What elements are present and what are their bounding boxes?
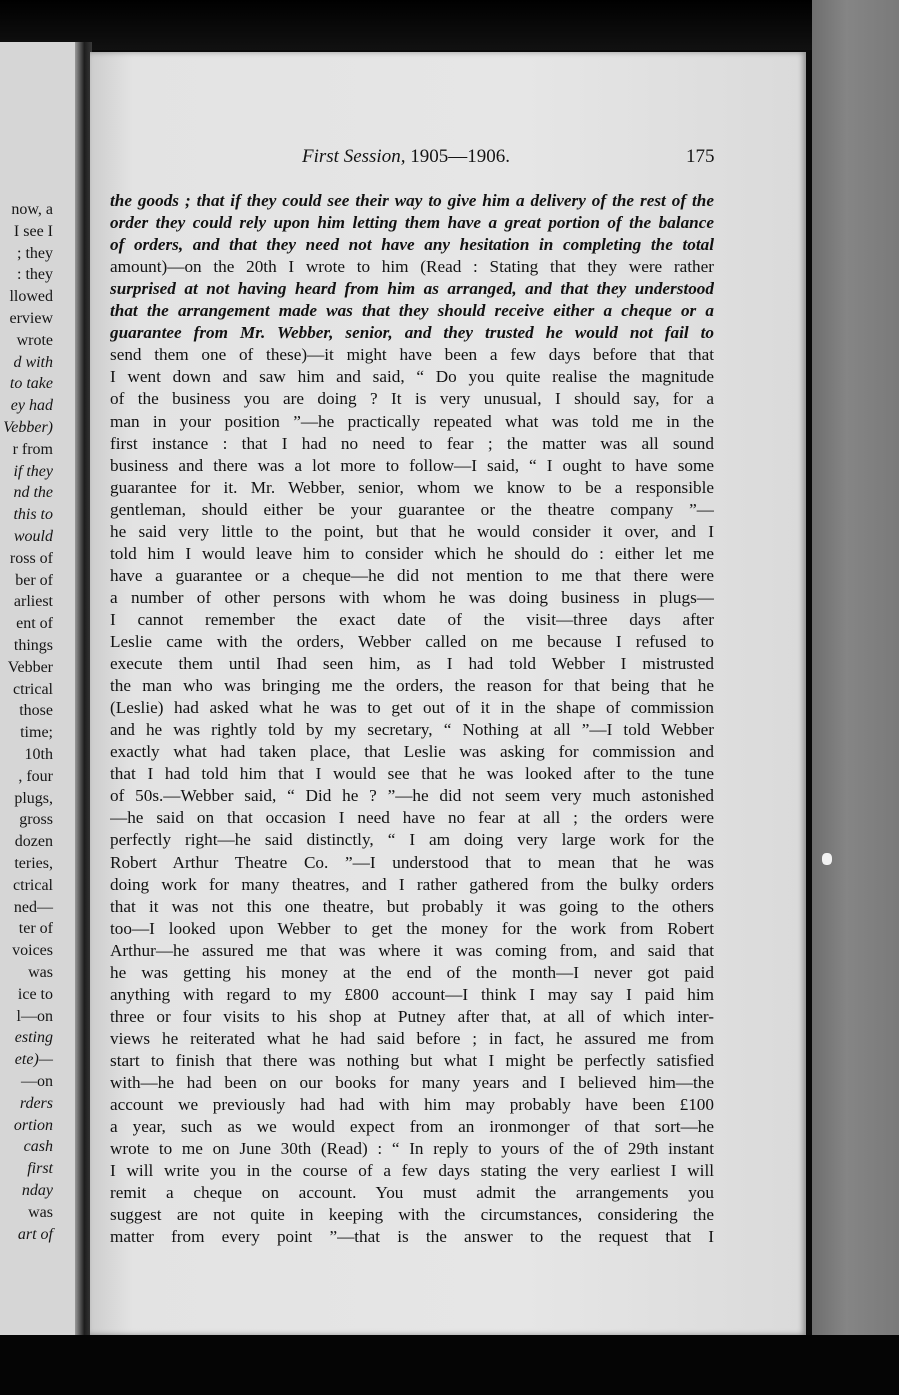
text-line: and he was rightly told by my secretary, “ Nothing at all ”—I told Webber	[110, 720, 714, 740]
left-page-line: to take	[9, 375, 53, 393]
left-page-line: ent of	[16, 615, 53, 633]
text-line: Robert Arthur Theatre Co. ”—I understood that to mean that he was	[110, 852, 714, 872]
left-page-line: , four	[18, 767, 53, 785]
left-page-line: ctrical	[13, 876, 53, 894]
left-page-line: l—on	[16, 1007, 53, 1025]
text-line: that it was not this one theatre, but probably it was going to the others	[110, 896, 714, 916]
left-page-line: those	[19, 702, 53, 720]
right-margin-background	[812, 0, 899, 1395]
left-page-line: erview	[9, 310, 53, 327]
left-page-line: wrote	[16, 331, 53, 349]
left-page-line: ctrical	[13, 680, 53, 698]
left-page-line: ter of	[18, 920, 53, 938]
text-line: of 50s.—Webber said, “ Did he ? ”—he did not seem very much astonished	[110, 786, 714, 806]
left-page-line: dozen	[14, 833, 53, 851]
text-line: the man who was bringing me the orders, the reason for that being that he	[110, 676, 714, 696]
text-line: that the arrangement made was that they should receive either a cheque or a	[110, 301, 714, 321]
text-line: doing work for many theatres, and I rather gathered from the bulky orders	[110, 874, 714, 894]
left-page-line: esting	[14, 1029, 53, 1047]
text-line: first instance : that I had no need to fear ; the matter was all sound	[110, 433, 714, 453]
top-shadow	[0, 0, 899, 50]
header-session: First Session,	[302, 146, 406, 167]
running-header	[90, 146, 806, 176]
left-page-line: if they	[13, 462, 53, 480]
text-line: order they could rely upon him letting them have a great portion of the balance	[110, 213, 714, 233]
text-line: Arthur—he assured me that was where it was coming from, and said that	[110, 940, 714, 960]
text-line: wrote to me on June 30th (Read) : “ In reply to yours of the of 29th instant	[110, 1139, 714, 1159]
text-line: a year, such as we would expect from an ironmonger of that sort—he	[110, 1117, 714, 1137]
left-page-line: ete)—	[14, 1051, 53, 1069]
text-line: exactly what had taken place, that Leslie was asking for commission and	[110, 742, 714, 762]
left-page-line: ey had	[10, 397, 53, 415]
left-page-line: rders	[19, 1094, 53, 1112]
text-line: he was getting his money at the end of the month—I never got paid	[110, 962, 714, 982]
left-page-line: now, a	[11, 201, 53, 218]
left-page-fragment	[0, 42, 75, 1335]
text-line: Leslie came with the orders, Webber called on me because I refused to	[110, 632, 714, 651]
left-page-line: nday	[21, 1182, 53, 1199]
left-page-line: nd the	[13, 484, 53, 502]
text-line: account we previously had had with him may probably have been £100	[110, 1095, 714, 1115]
text-line: told him I would leave him to consider which he should do : either let me	[110, 543, 714, 563]
left-page-line: teries,	[14, 855, 53, 872]
scan-speck	[822, 853, 832, 865]
left-page-line: —on	[21, 1073, 53, 1090]
text-line: guarantee for it. Mr. Webber, senior, whom we know to be a responsible	[110, 477, 714, 497]
left-page-line: ; they	[17, 244, 53, 262]
text-line: (Leslie) had asked what he was to get out of it in the shape of commission	[110, 698, 714, 718]
left-page-line: was	[28, 1203, 53, 1221]
left-page-line: would	[13, 528, 53, 545]
left-page-line: plugs,	[14, 789, 53, 807]
text-line: guarantee from Mr. Webber, senior, and they trusted he would not fail to	[110, 323, 714, 343]
text-line: I will write you in the course of a few days stating the very earliest I will	[110, 1161, 714, 1181]
header-years: 1905—1906.	[410, 146, 510, 167]
text-line: three or four visits to his shop at Putney after that, at all of which inter-	[110, 1006, 714, 1026]
left-page-line: 10th	[24, 746, 53, 763]
left-page-line: : they	[17, 266, 53, 284]
left-page-line: art of	[17, 1225, 53, 1243]
left-page-line: arliest	[13, 593, 53, 611]
left-page-line: ice to	[17, 985, 53, 1003]
text-line: the goods ; that if they could see their way to give him a delivery of the rest of the	[110, 191, 714, 210]
left-page-line: this to	[13, 506, 53, 524]
text-line: business and there was a lot more to follow—I said, “ I ought to have some	[110, 455, 714, 475]
left-page-line: cash	[23, 1138, 53, 1156]
left-page-line: things	[13, 637, 53, 654]
left-page-line: ross of	[9, 549, 53, 567]
text-line: —he said on that occasion I need have no fear at all ; the orders were	[110, 808, 714, 828]
text-line: start to finish that there was nothing but what I might be perfectly satisfied	[110, 1050, 714, 1070]
text-line: I cannot remember the exact date of the visit—three days after	[110, 609, 714, 629]
text-line: too—I looked upon Webber to get the money for the work from Robert	[110, 918, 714, 938]
left-page-line: gross	[19, 811, 53, 829]
text-line: I went down and saw him and said, “ Do you quite realise the magnitude	[110, 367, 714, 387]
header-title	[302, 146, 510, 168]
left-page-line: I see I	[13, 222, 53, 240]
left-page-line: llowed	[9, 288, 53, 306]
left-page-line: Vebber	[7, 658, 53, 676]
left-page-line: ber of	[15, 571, 53, 589]
left-page-line: ortion	[13, 1116, 53, 1134]
text-line: send them one of these)—it might have been a few days before that that	[110, 345, 714, 365]
left-page-line: r from	[12, 440, 53, 458]
text-line: views he reiterated what he had said before ; in fact, he assured me from	[110, 1028, 714, 1048]
text-line: gentleman, should either be your guarantee or the theatre company ”—	[110, 499, 714, 519]
left-page-line: voices	[12, 942, 53, 960]
left-page-line: Vebber)	[3, 419, 53, 436]
left-page-line: time;	[20, 724, 53, 742]
text-line: of the business you are doing ? It is very unusual, I should say, for a	[110, 389, 714, 409]
left-page-line: first	[27, 1160, 53, 1178]
text-line: amount)—on the 20th I wrote to him (Read : Stating that they were rather	[110, 257, 714, 277]
text-line: surprised at not having heard from him as arranged, and that they understood	[110, 279, 714, 299]
text-line: man in your position ”—he practically repeated what was told me in the	[110, 411, 714, 431]
text-line: have a guarantee or a cheque—he did not mention to me that there were	[110, 565, 714, 585]
left-page-line: ned—	[13, 898, 53, 916]
page-number: 175	[686, 146, 715, 167]
text-line: execute them until Ihad seen him, as I had told Webber I mistrusted	[110, 654, 714, 674]
text-line: anything with regard to my £800 account—I think I may say I paid him	[110, 984, 714, 1004]
text-line: he said very little to the point, but that he would consider it over, and I	[110, 521, 714, 541]
text-line: that I had told him that I would see that he was looked after to the tune	[110, 764, 714, 784]
text-line: with—he had been on our books for many years and I believed him—the	[110, 1073, 714, 1092]
bottom-shadow	[0, 1335, 899, 1395]
text-line: a number of other persons with whom he was doing business in plugs—	[110, 587, 714, 607]
text-line: of orders, and that they need not have any hesitation in completing the total	[110, 235, 714, 255]
left-page-line: was	[28, 964, 53, 981]
left-page-line: d with	[13, 353, 53, 371]
text-line: suggest are not quite in keeping with the circumstances, considering the	[110, 1205, 714, 1225]
text-line: matter from every point ”—that is the answer to the request that I	[110, 1227, 714, 1247]
text-line: remit a cheque on account. You must admit the arrangements you	[110, 1183, 714, 1203]
text-line: perfectly right—he said distinctly, “ I am doing very large work for the	[110, 830, 714, 850]
